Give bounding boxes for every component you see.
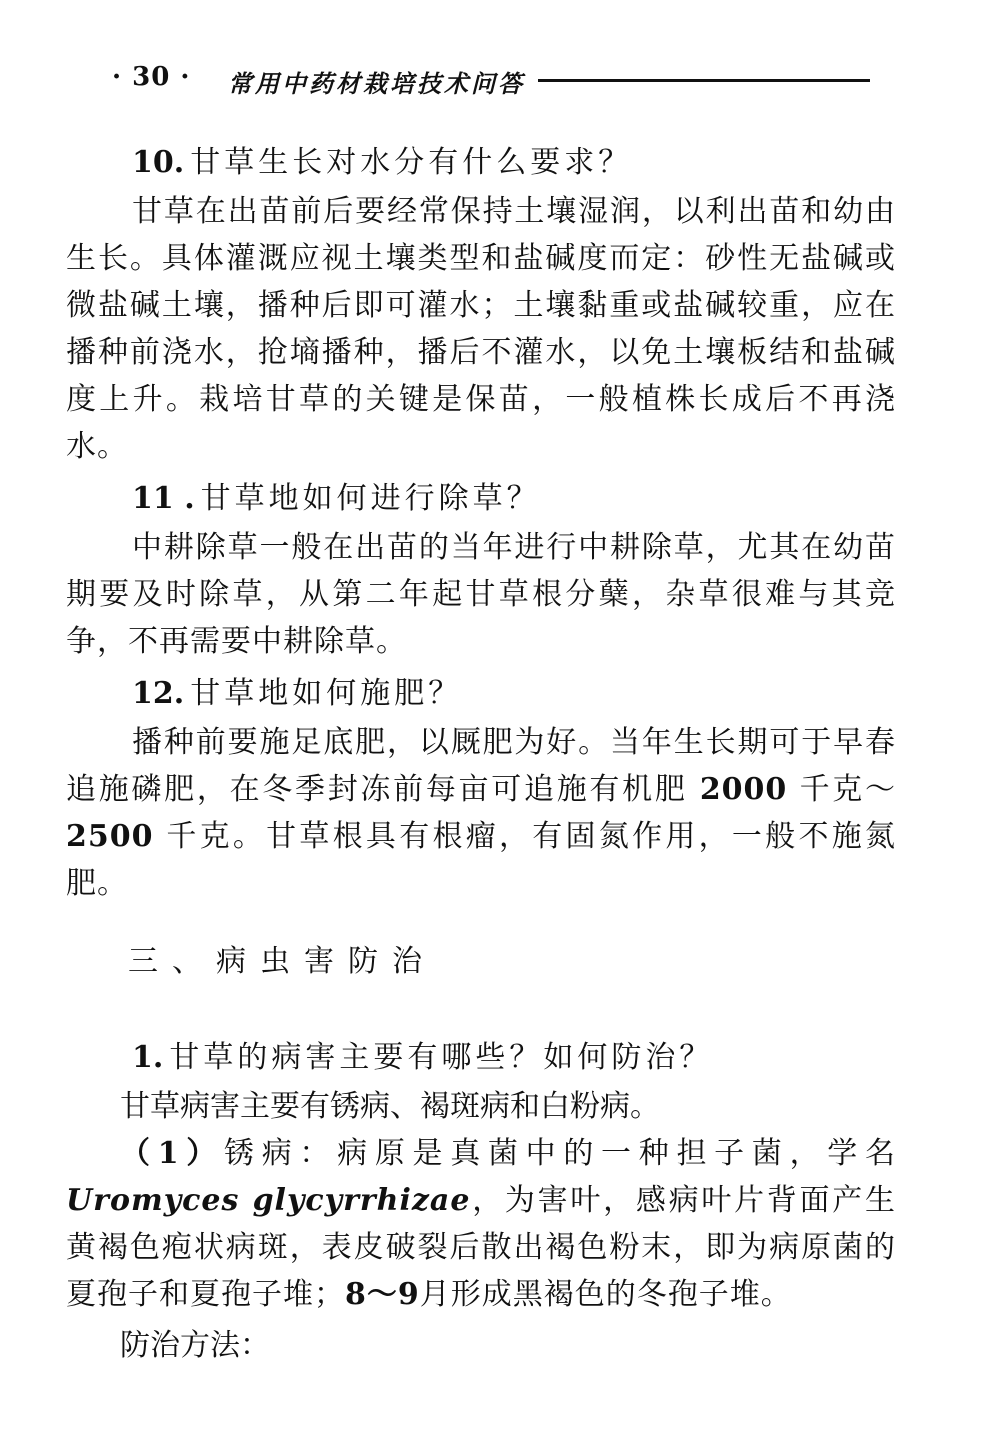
question-number: 1. <box>132 1040 164 1075</box>
page-header <box>100 62 875 98</box>
answer-text: 千克～ <box>799 772 896 807</box>
book-title: 常用中药材栽培技术问答 <box>228 70 525 98</box>
question-text: 甘草地如何进行除草？ <box>200 481 541 516</box>
answer-text: 播种前要施足底肥，以厩肥为好。当年生长期可于早春追施磷肥，在冬季封冻前每亩可追施有机肥 <box>66 725 896 807</box>
question-10 <box>66 138 896 188</box>
page-body <box>66 138 896 1369</box>
rust-disease-paragraph <box>66 1130 896 1318</box>
amount-value: 2500 <box>66 819 154 854</box>
month-range: 8～9 <box>345 1277 420 1312</box>
answer-12 <box>66 719 896 907</box>
amount-value: 2000 <box>699 772 788 807</box>
question-text: 甘草生长对水分有什么要求？ <box>190 145 633 180</box>
answer-text: 千克。甘草根具有根瘤，有固氮作用，一般不施氮肥。 <box>66 819 896 901</box>
answer-11: 中耕除草一般在出苗的当年进行中耕除草，尤其在幼苗期要及时除草，从第二年起甘草根分蘖，杂草很难与其竞争，不再需要中耕除草。 <box>66 530 896 659</box>
question-text: 甘草地如何施肥？ <box>190 676 463 711</box>
question-number: 12. <box>132 676 185 711</box>
item-text: ，为害叶，感病叶片背面产生黄褐色疱状病斑，表皮破裂后散出褐色粉末，即为病原菌的夏孢子和夏孢子堆； <box>66 1183 897 1312</box>
item-label: （1） <box>120 1136 224 1171</box>
question-12 <box>66 669 896 719</box>
disease-intro: 甘草病害主要有锈病、褐斑病和白粉病。 <box>120 1089 660 1124</box>
question-number: 11 . <box>132 481 195 516</box>
control-label: 防治方法： <box>120 1328 270 1363</box>
answer-10: 甘草在出苗前后要经常保持土壤湿润，以利出苗和幼由生长。具体灌溉应视土壤类型和盐碱度而定：砂性无盐碱或微盐碱土壤，播种后即可灌水；土壤黏重或盐碱较重，应在播种前浇水，抢墒播种，播后不灌水，以免土壤板结和盐碱度上升。栽培甘草的关键是保苗，一般植株长成后不再浇水。 <box>66 194 896 464</box>
question-1 <box>66 1033 896 1083</box>
question-11 <box>66 474 896 524</box>
item-text: 锈病：病原是真菌中的一种担子菌，学名 <box>224 1136 897 1171</box>
question-number: 10. <box>132 145 185 180</box>
header-rule <box>538 79 870 82</box>
item-text: 月形成黑褐色的冬孢子堆。 <box>419 1277 792 1312</box>
latin-name: Uromyces glycyrrhizae <box>66 1183 471 1218</box>
question-text: 甘草的病害主要有哪些？如何防治？ <box>169 1040 714 1075</box>
page-number: · 30 · <box>112 62 191 92</box>
section-heading: 三、病虫害防治 <box>128 944 436 979</box>
